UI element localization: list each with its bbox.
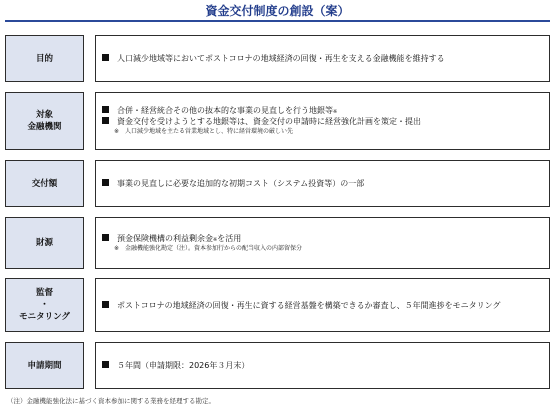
item-text: 事業の見直しに必要な追加的な初期コスト（システム投資等）の一部 bbox=[117, 179, 365, 188]
label-line: 目的 bbox=[35, 53, 53, 64]
content-item bbox=[102, 178, 549, 189]
row-content-application-period bbox=[95, 342, 550, 389]
item-text: 資金交付を受けようとする地銀等は、資金交付の申請時に経営強化計画を策定・提出 bbox=[117, 117, 421, 126]
row-application-period bbox=[5, 342, 550, 389]
row-label-supervision-monitoring bbox=[5, 278, 84, 332]
page-title: 資金交付制度の創設（案） bbox=[205, 4, 350, 18]
square-bullet-icon bbox=[102, 301, 109, 308]
content-item bbox=[102, 300, 549, 311]
row-purpose bbox=[5, 35, 550, 82]
item-note: ※ 金融機能強化勘定（注）。資本参加行からの配当収入の内部留保分 bbox=[114, 244, 303, 252]
item-note: ※ 人口減少地域を主たる営業地域とし、特に経営環境の厳しい先 bbox=[114, 128, 294, 135]
label-line: モニタリング bbox=[19, 312, 70, 322]
label-line: ・ bbox=[40, 300, 49, 310]
row-label-target-institutions bbox=[5, 92, 84, 150]
row-supervision-monitoring bbox=[5, 278, 550, 332]
label-line: 金融機関 bbox=[27, 122, 62, 132]
label-line: 対象 bbox=[35, 110, 53, 120]
item-text: 人口減少地域等においてポストコロナの地域経済の回復・再生を支える金融機能を維持する bbox=[117, 54, 445, 63]
title-divider bbox=[5, 20, 550, 22]
square-bullet-icon bbox=[102, 54, 109, 61]
row-label-purpose bbox=[5, 35, 84, 82]
row-content-purpose bbox=[95, 35, 550, 82]
square-bullet-icon bbox=[102, 234, 109, 241]
label-line: 交付額 bbox=[31, 178, 58, 189]
row-content-target-institutions bbox=[95, 92, 550, 150]
row-label-funding-source bbox=[5, 217, 84, 269]
label-line: 監督 bbox=[35, 288, 53, 298]
row-content-funding-source bbox=[95, 217, 550, 269]
item-text-continued: を活用 bbox=[217, 233, 242, 243]
row-content-supervision-monitoring bbox=[95, 278, 550, 332]
item-text: ポストコロナの地域経済の回復・再生に資する経営基盤を構築できるか審査し、５年間進捗をモニタリング bbox=[117, 300, 501, 310]
square-bullet-icon bbox=[102, 106, 109, 113]
square-bullet-icon bbox=[102, 117, 109, 124]
label-line: 財源 bbox=[35, 238, 53, 248]
row-target-institutions bbox=[5, 92, 550, 150]
page-footnote: （注）金融機能強化法に基づく資本参加に関する業務を経理する勘定。 bbox=[7, 397, 215, 405]
content-item: 合併・経営統合その他の抜本的な事業の見直しを行う地銀等 ※ bbox=[102, 105, 549, 116]
label-line: 申請期間 bbox=[27, 360, 62, 371]
row-content-grant-amount bbox=[95, 160, 550, 207]
row-label-grant-amount bbox=[5, 160, 84, 207]
square-bullet-icon bbox=[102, 179, 109, 186]
content-item bbox=[102, 116, 549, 127]
row-label-application-period bbox=[5, 342, 84, 389]
square-bullet-icon bbox=[102, 361, 109, 368]
row-grant-amount bbox=[5, 160, 550, 207]
content-item bbox=[102, 53, 549, 64]
item-text: 預金保険機構の利益剰余金 bbox=[117, 233, 213, 243]
item-text: ５年間（申請期限：2026年３月末） bbox=[117, 361, 250, 370]
item-text: 合併・経営統合その他の抜本的な事業の見直しを行う地銀等 bbox=[117, 106, 333, 115]
content-item bbox=[102, 360, 549, 371]
content-item: 預金保険機構の利益剰余金 ※ を活用 bbox=[102, 233, 549, 244]
row-funding-source bbox=[5, 217, 550, 269]
